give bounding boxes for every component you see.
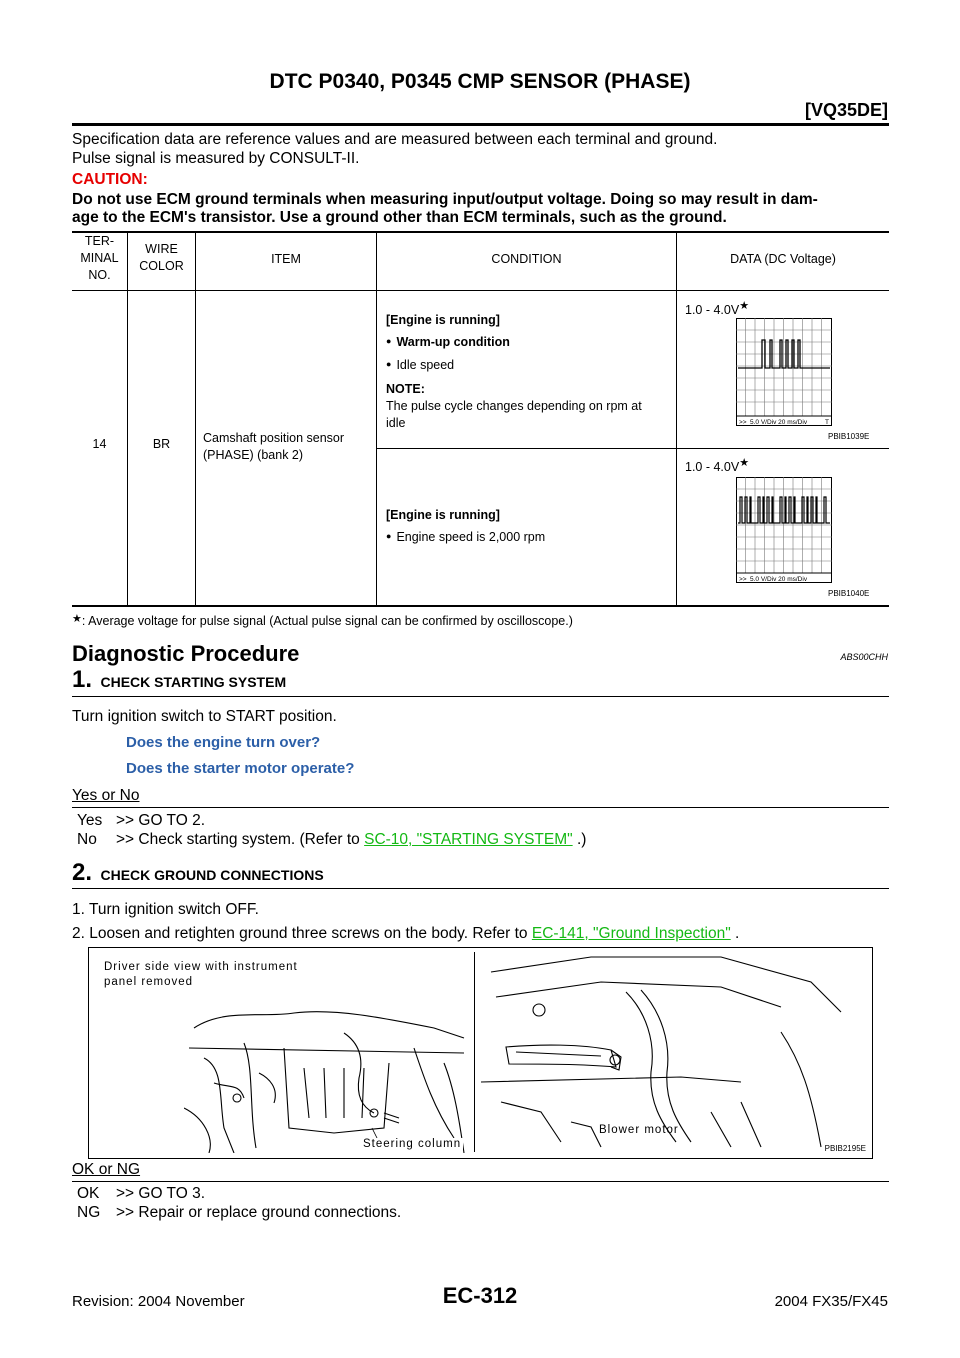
page-number: EC-312 (442, 1283, 518, 1308)
header-terminal-a: TER- (84, 234, 115, 248)
oscilloscope-2000rpm (736, 477, 832, 583)
left-caption-1: Driver side view with instrument (104, 961, 298, 973)
header-wire (128, 241, 195, 275)
step-2-title: CHECK GROUND CONNECTIONS (100, 867, 324, 883)
intro-line-2: Pulse signal is measured by CONSULT-II. (72, 150, 360, 167)
step-1-no (77, 830, 586, 849)
engine-subtitle: [VQ35DE] (804, 100, 888, 120)
step-2-item-2 (72, 924, 739, 943)
starting-system-link[interactable]: SC-10, "STARTING SYSTEM" (364, 831, 573, 848)
header-terminal (72, 233, 127, 284)
blower-drawing (481, 952, 866, 1152)
item-line-1: Camshaft position sensor (203, 431, 345, 445)
cond2-bullet-1: ● Engine speed is 2,000 rpm (386, 526, 545, 549)
step-1-header (72, 666, 286, 694)
step-1-rule (72, 696, 889, 697)
section-title: Diagnostic Procedure (72, 641, 300, 666)
page-title: DTC P0340, P0345 CMP SENSOR (PHASE) (269, 70, 691, 93)
step-1-question-2: Does the starter motor operate? (126, 760, 355, 777)
caution-text-1: Do not use ECM ground terminals when measuring input/output voltage. Doing so may result in dam- (72, 191, 818, 208)
header-wire-a: WIRE (145, 242, 178, 256)
cond2-value (685, 457, 750, 474)
step-2-answer-rule (72, 1181, 889, 1182)
cell-terminal: 14 (92, 437, 107, 451)
col-divider-1 (127, 231, 128, 607)
cond2-heading: [Engine is running] (386, 508, 500, 522)
step-2-rule (72, 888, 889, 889)
cell-wire: BR (152, 437, 171, 451)
ng-key: NG (77, 1204, 101, 1221)
cond1-heading: [Engine is running] (386, 313, 500, 327)
star-icon: ★ (739, 457, 750, 469)
cond1-note-line-1: The pulse cycle changes depending on rpm at (386, 399, 642, 413)
step-1-instruction: Turn ignition switch to START position. (72, 708, 337, 725)
step-2-ok (77, 1184, 205, 1203)
yes-key: Yes (77, 812, 103, 829)
caution-heading: CAUTION: (72, 171, 148, 188)
star-icon: ★ (739, 300, 750, 312)
cond1-note-head: NOTE: (386, 382, 425, 396)
step-2-item-2-text: 2. Loosen and retighten ground three screws on the body. Refer to (72, 925, 528, 942)
scope2-label: 5.0 V/Div 20 ms/Div (750, 576, 808, 583)
ok-key: OK (77, 1185, 100, 1202)
cond2-value-text: 1.0 - 4.0V (685, 460, 740, 474)
left-caption-2: panel removed (104, 976, 194, 988)
blower-motor-label: Blower motor (599, 1124, 679, 1136)
step-2-answer-label: OK or NG (72, 1161, 141, 1178)
item-line-2: (PHASE) (bank 2) (203, 448, 304, 462)
step-2-header (72, 859, 324, 887)
steering-column-label: Steering column (363, 1138, 462, 1150)
footnote-text: : Average voltage for pulse signal (Actual pulse signal can be confirmed by oscilloscope.) (81, 614, 573, 628)
caution-text-2: age to the ECM's transistor. Use a ground other than ECM terminals, such as the ground. (72, 209, 727, 226)
col-divider-2 (195, 231, 196, 607)
yes-value: >> GO TO 2. (116, 812, 206, 829)
dashboard-drawing (184, 988, 469, 1153)
ng-value: >> Repair or replace ground connections. (116, 1204, 402, 1221)
figure-divider (474, 952, 475, 1152)
header-rule (72, 123, 889, 126)
table-row-divider (376, 448, 889, 449)
header-terminal-b: MINAL (80, 251, 119, 265)
star-icon: ★ (72, 613, 82, 625)
revision: Revision: 2004 November (72, 1293, 245, 1310)
oscilloscope-idle (736, 318, 832, 426)
step-2-item-2-end: . (735, 925, 740, 942)
ground-figure (88, 947, 873, 1159)
no-value: >> Check starting system. (Refer to (116, 831, 360, 848)
step-2-ng (77, 1203, 401, 1222)
no-key: No (77, 831, 97, 848)
header-item: ITEM (271, 252, 301, 266)
scope1-label: 5.0 V/Div 20 ms/Div (750, 419, 808, 426)
section-code: ABS00CHH (840, 652, 888, 662)
cond2-block (386, 504, 545, 549)
cond1-value (685, 300, 750, 317)
step-1-title: CHECK STARTING SYSTEM (100, 674, 287, 690)
model: 2004 FX35/FX45 (774, 1293, 888, 1310)
step-1-question-1: Does the engine turn over? (126, 734, 321, 751)
cond1-bullet-2: ● Idle speed (386, 354, 676, 377)
step-1-answer-label: Yes or No (72, 787, 140, 804)
cond1-value-text: 1.0 - 4.0V (685, 303, 740, 317)
col-divider-4 (676, 231, 677, 607)
scope-arrow-icon: >> (739, 576, 747, 583)
header-terminal-c: NO. (88, 268, 111, 282)
figure-left-caption (104, 960, 298, 990)
cond1-bullet-1: ● Warm-up condition (386, 331, 676, 354)
scope-arrow-icon: >> (739, 419, 747, 426)
cond1-block (386, 309, 676, 432)
figure-code: PBIB2195E (824, 1144, 866, 1153)
fig-code-1: PBIB1039E (828, 432, 870, 441)
no-value-end: .) (576, 831, 587, 848)
col-divider-3 (376, 231, 377, 607)
footnote (72, 614, 573, 628)
header-wire-b: COLOR (139, 259, 184, 273)
step-1-yes (77, 811, 205, 830)
fig-code-2: PBIB1040E (828, 589, 870, 598)
cell-item (203, 430, 344, 464)
intro-line-1: Specification data are reference values and are measured between each terminal and ground. (72, 131, 718, 148)
ground-inspection-link[interactable]: EC-141, "Ground Inspection" (531, 925, 731, 942)
step-2-item-1: 1. Turn ignition switch OFF. (72, 901, 259, 918)
ok-value: >> GO TO 3. (116, 1185, 206, 1202)
header-condition: CONDITION (491, 252, 562, 266)
header-data: DATA (DC Voltage) (730, 252, 836, 266)
spec-table (72, 231, 889, 607)
scope1-t: T (825, 419, 829, 426)
step-1-answer-rule (72, 807, 889, 808)
step-2-number: 2. (72, 859, 93, 886)
cond1-note-line-2: idle (386, 416, 406, 430)
step-1-number: 1. (72, 666, 93, 693)
